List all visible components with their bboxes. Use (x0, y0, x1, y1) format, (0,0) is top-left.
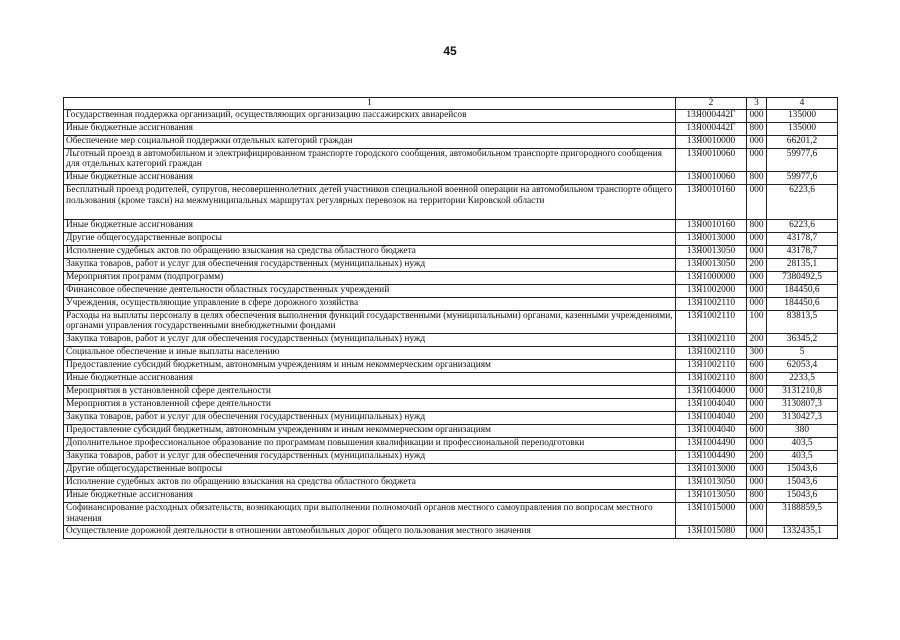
row-name: Закупка товаров, работ и услуг для обеспечения государственных (муниципальных) нужд (64, 258, 676, 271)
row-kvr: 000 (747, 463, 767, 476)
budget-table-body (64, 98, 838, 539)
row-name: Иные бюджетные ассигнования (64, 372, 676, 385)
row-name: Софинансирование расходных обязательств, возникающих при выполнении полномочий органов местного самоуправления по вопросам местного значения (64, 502, 676, 525)
row-sum: 43178,7 (767, 232, 838, 245)
row-sum: 66201,2 (767, 135, 838, 148)
table-row (64, 398, 838, 411)
row-kvr: 000 (747, 385, 767, 398)
row-sum: 184450,6 (767, 284, 838, 297)
row-name: Иные бюджетные ассигнования (64, 122, 676, 135)
row-name: Закупка товаров, работ и услуг для обеспечения государственных (муниципальных) нужд (64, 411, 676, 424)
row-sum: 3188859,5 (767, 502, 838, 525)
row-code: 13Я1004000 (676, 385, 747, 398)
row-kvr: 200 (747, 411, 767, 424)
row-code: 13Я1002110 (676, 297, 747, 310)
row-code: 13Я0010000 (676, 135, 747, 148)
table-row (64, 476, 838, 489)
table-row (64, 184, 838, 219)
row-code: 13Я000442Г (676, 109, 747, 122)
row-sum: 403,5 (767, 437, 838, 450)
row-name: Предоставление субсидий бюджетным, автономным учреждениям и иным некоммерческим организациям (64, 424, 676, 437)
table-row (64, 258, 838, 271)
row-code: 13Я1004040 (676, 398, 747, 411)
row-code: 13Я1002110 (676, 372, 747, 385)
row-name: Бесплатный проезд родителей, супругов, несовершеннолетних детей участников специальной военной операции на автомобильном транспорте общего пользования (кроме такси) на межмуниципальных маршрутах регулярных перевозок на территории Кировской области (64, 184, 676, 219)
row-code: 13Я0013050 (676, 245, 747, 258)
row-code: 13Я1002000 (676, 284, 747, 297)
row-kvr: 000 (747, 148, 767, 171)
row-code: 13Я0010160 (676, 184, 747, 219)
row-code: 13Я1000000 (676, 271, 747, 284)
row-sum: 59977,6 (767, 148, 838, 171)
row-kvr: 600 (747, 424, 767, 437)
row-sum: 59977,6 (767, 171, 838, 184)
row-kvr: 000 (747, 526, 767, 539)
row-sum: 83813,5 (767, 310, 838, 333)
row-kvr: 800 (747, 219, 767, 232)
table-row (64, 424, 838, 437)
row-sum: 7380492,5 (767, 271, 838, 284)
row-sum: 380 (767, 424, 838, 437)
table-row (64, 122, 838, 135)
row-kvr: 000 (747, 109, 767, 122)
table-row (64, 109, 838, 122)
page-number: 45 (443, 44, 457, 58)
row-sum: 135000 (767, 122, 838, 135)
row-name: Другие общегосударственные вопросы (64, 463, 676, 476)
table-row (64, 346, 838, 359)
row-sum: 15043,6 (767, 476, 838, 489)
row-name: Закупка товаров, работ и услуг для обеспечения государственных (муниципальных) нужд (64, 333, 676, 346)
row-name: Иные бюджетные ассигнования (64, 489, 676, 502)
row-name: Иные бюджетные ассигнования (64, 171, 676, 184)
row-sum: 135000 (767, 109, 838, 122)
table-row (64, 171, 838, 184)
row-name: Исполнение судебных актов по обращению взыскания на средства областного бюджета (64, 245, 676, 258)
row-sum: 5 (767, 346, 838, 359)
row-kvr: 000 (747, 135, 767, 148)
row-name: Государственная поддержка организаций, осуществляющих организацию пассажирских авиарейсов (64, 109, 676, 122)
row-kvr: 800 (747, 171, 767, 184)
row-sum: 3131210,8 (767, 385, 838, 398)
row-name: Мероприятия в установленной сфере деятельности (64, 385, 676, 398)
row-name: Исполнение судебных актов по обращению взыскания на средства областного бюджета (64, 476, 676, 489)
row-code: 13Я0013000 (676, 232, 747, 245)
row-code: 13Я1002110 (676, 333, 747, 346)
row-sum: 1332435,1 (767, 526, 838, 539)
row-code: 13Я0013050 (676, 258, 747, 271)
row-sum: 36345,2 (767, 333, 838, 346)
table-row (64, 359, 838, 372)
table-row (64, 502, 838, 525)
row-code: 13Я1004040 (676, 424, 747, 437)
row-kvr: 000 (747, 232, 767, 245)
row-kvr: 000 (747, 245, 767, 258)
header-col-1: 1 (64, 98, 676, 110)
row-code: 13Я1002110 (676, 346, 747, 359)
row-kvr: 600 (747, 359, 767, 372)
row-name: Предоставление субсидий бюджетным, автономным учреждениям и иным некоммерческим организациям (64, 359, 676, 372)
row-sum: 6223,6 (767, 219, 838, 232)
row-kvr: 200 (747, 258, 767, 271)
table-row (64, 148, 838, 171)
table-row (64, 333, 838, 346)
table-header-row (64, 98, 838, 110)
row-kvr: 000 (747, 284, 767, 297)
row-kvr: 100 (747, 310, 767, 333)
table-row (64, 271, 838, 284)
table-row (64, 245, 838, 258)
table-row (64, 135, 838, 148)
row-name: Другие общегосударственные вопросы (64, 232, 676, 245)
row-code: 13Я0010160 (676, 219, 747, 232)
row-code: 13Я1002110 (676, 310, 747, 333)
row-kvr: 800 (747, 122, 767, 135)
row-kvr: 000 (747, 184, 767, 219)
table-row (64, 463, 838, 476)
row-code: 13Я1015000 (676, 502, 747, 525)
row-code: 13Я1004490 (676, 450, 747, 463)
row-kvr: 000 (747, 398, 767, 411)
table-row (64, 297, 838, 310)
row-code: 13Я1013000 (676, 463, 747, 476)
table-row (64, 489, 838, 502)
row-kvr: 200 (747, 333, 767, 346)
row-name: Обеспечение мер социальной поддержки отдельных категорий граждан (64, 135, 676, 148)
header-col-2: 2 (676, 98, 747, 110)
row-code: 13Я1002110 (676, 359, 747, 372)
table-row (64, 310, 838, 333)
table-row (64, 232, 838, 245)
table-row (64, 411, 838, 424)
row-code: 13Я1013050 (676, 489, 747, 502)
row-code: 13Я1004490 (676, 437, 747, 450)
row-sum: 403,5 (767, 450, 838, 463)
row-sum: 184450,6 (767, 297, 838, 310)
table-row (64, 372, 838, 385)
row-sum: 43178,7 (767, 245, 838, 258)
row-kvr: 000 (747, 437, 767, 450)
row-kvr: 800 (747, 372, 767, 385)
row-kvr: 300 (747, 346, 767, 359)
table-row (64, 284, 838, 297)
header-col-4: 4 (767, 98, 838, 110)
row-sum: 2233,5 (767, 372, 838, 385)
row-code: 13Я0010060 (676, 171, 747, 184)
table-row (64, 450, 838, 463)
table-row (64, 385, 838, 398)
budget-table (63, 97, 838, 539)
row-code: 13Я1004040 (676, 411, 747, 424)
row-sum: 28135,1 (767, 258, 838, 271)
row-code: 13Я1013050 (676, 476, 747, 489)
row-kvr: 000 (747, 297, 767, 310)
row-name: Дополнительное профессиональное образование по программам повышения квалификации и профессиональной переподготовки (64, 437, 676, 450)
table-row (64, 437, 838, 450)
row-sum: 6223,6 (767, 184, 838, 219)
row-kvr: 000 (747, 502, 767, 525)
row-kvr: 000 (747, 271, 767, 284)
table-row (64, 526, 838, 539)
row-name: Социальное обеспечение и иные выплаты населению (64, 346, 676, 359)
row-name: Льготный проезд в автомобильном и электрифицированном транспорте городского сообщения, автомобильном транспорте пригородного сообщения для отдельных категорий граждан (64, 148, 676, 171)
row-name: Расходы на выплаты персоналу в целях обеспечения выполнения функций государственными (муниципальными) органами, казенными учреждениями, органами управления государственными внебюджетными фондами (64, 310, 676, 333)
row-kvr: 200 (747, 450, 767, 463)
header-col-3: 3 (747, 98, 767, 110)
row-name: Осуществление дорожной деятельности в отношении автомобильных дорог общего пользования местного значения (64, 526, 676, 539)
row-name: Учреждения, осуществляющие управление в сфере дорожного хозяйства (64, 297, 676, 310)
row-name: Мероприятия программ (подпрограмм) (64, 271, 676, 284)
row-sum: 15043,6 (767, 489, 838, 502)
row-sum: 3130427,3 (767, 411, 838, 424)
table-row (64, 219, 838, 232)
row-code: 13Я1015080 (676, 526, 747, 539)
row-code: 13Я000442Г (676, 122, 747, 135)
row-name: Мероприятия в установленной сфере деятельности (64, 398, 676, 411)
row-sum: 3130807,3 (767, 398, 838, 411)
row-code: 13Я0010060 (676, 148, 747, 171)
row-name: Иные бюджетные ассигнования (64, 219, 676, 232)
row-kvr: 800 (747, 489, 767, 502)
row-name: Закупка товаров, работ и услуг для обеспечения государственных (муниципальных) нужд (64, 450, 676, 463)
row-sum: 15043,6 (767, 463, 838, 476)
row-kvr: 000 (747, 476, 767, 489)
row-name: Финансовое обеспечение деятельности областных государственных учреждений (64, 284, 676, 297)
row-sum: 62053,4 (767, 359, 838, 372)
